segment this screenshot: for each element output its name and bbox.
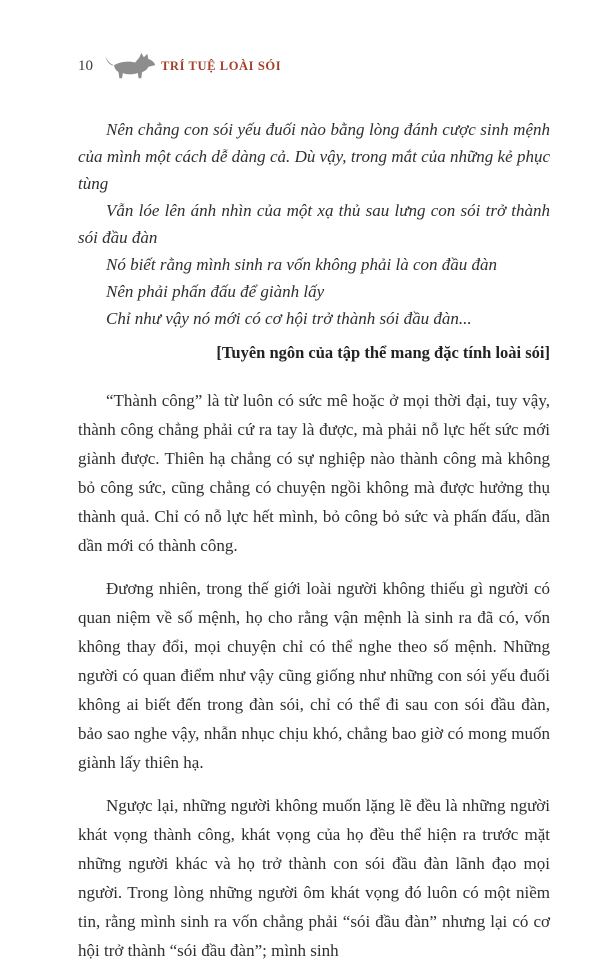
- epigraph-block: [78, 116, 550, 366]
- epigraph-line: Vẫn lóe lên ánh nhìn của một xạ thủ sau lưng con sói trở thành sói đầu đàn: [78, 201, 550, 247]
- epigraph-attribution: [Tuyên ngôn của tập thể mang đặc tính loài sói]: [216, 343, 550, 362]
- wolf-logo-icon: [101, 50, 157, 82]
- paragraph: Đương nhiên, trong thế giới loài người không thiếu gì người có quan niệm về số mệnh, họ cho rằng vận mệnh là sinh ra đã có, vốn không thay đổi, mọi chuyện chỉ có thể nghe theo số mệnh. Những người có quan điểm như vậy cũng giống như những con sói yếu đuối không ai biết đến trong đàn sói, chỉ có thể đi sau con sói đầu đàn, bảo sao nghe vậy, nhẫn nhục chịu khó, chẳng bao giờ có mong muốn giành lấy thiên hạ.: [78, 579, 550, 772]
- paragraph: “Thành công” là từ luôn có sức mê hoặc ở mọi thời đại, tuy vậy, thành công chẳng phải cứ ra tay là được, mà phải nỗ lực hết sức mới giành được. Thiên hạ chẳng có sự nghiệp nào thành công mà không bỏ công sức, cũng chẳng có chuyện ngồi không mà được hưởng thụ thành quả. Chỉ có nỗ lực hết mình, bỏ công bỏ sức và phấn đấu, dần dần mới có thành công.: [78, 391, 550, 555]
- epigraph-line: Nên phải phấn đấu để giành lấy: [106, 282, 325, 301]
- epigraph-line: Nên chẳng con sói yếu đuối nào bằng lòng đánh cược sinh mệnh của mình một cách dễ dàng cả. Dù vậy, trong mắt của những kẻ phục tùng: [78, 120, 550, 193]
- epigraph-line: Chỉ như vậy nó mới có cơ hội trở thành sói đầu đàn...: [106, 309, 472, 328]
- page-number: 10: [78, 57, 93, 74]
- body-text: [78, 386, 550, 965]
- page-header: [78, 50, 550, 82]
- paragraph: Ngược lại, những người không muốn lặng lẽ đều là những người khát vọng thành công, khát vọng của họ đều thể hiện ra trước mặt những người khác và họ trở thành con sói đầu đàn lãnh đạo mọi người. Trong lòng những người ôm khát vọng đó luôn có một niềm tin, rằng mình sinh ra vốn chẳng phải “sói đầu đàn” nhưng lại có cơ hội trở thành “sói đầu đàn”; mình sinh: [78, 796, 550, 960]
- running-head-title: TRÍ TUỆ LOÀI SÓI: [161, 58, 282, 73]
- epigraph-line: Nó biết rằng mình sinh ra vốn không phải là con đầu đàn: [106, 255, 497, 274]
